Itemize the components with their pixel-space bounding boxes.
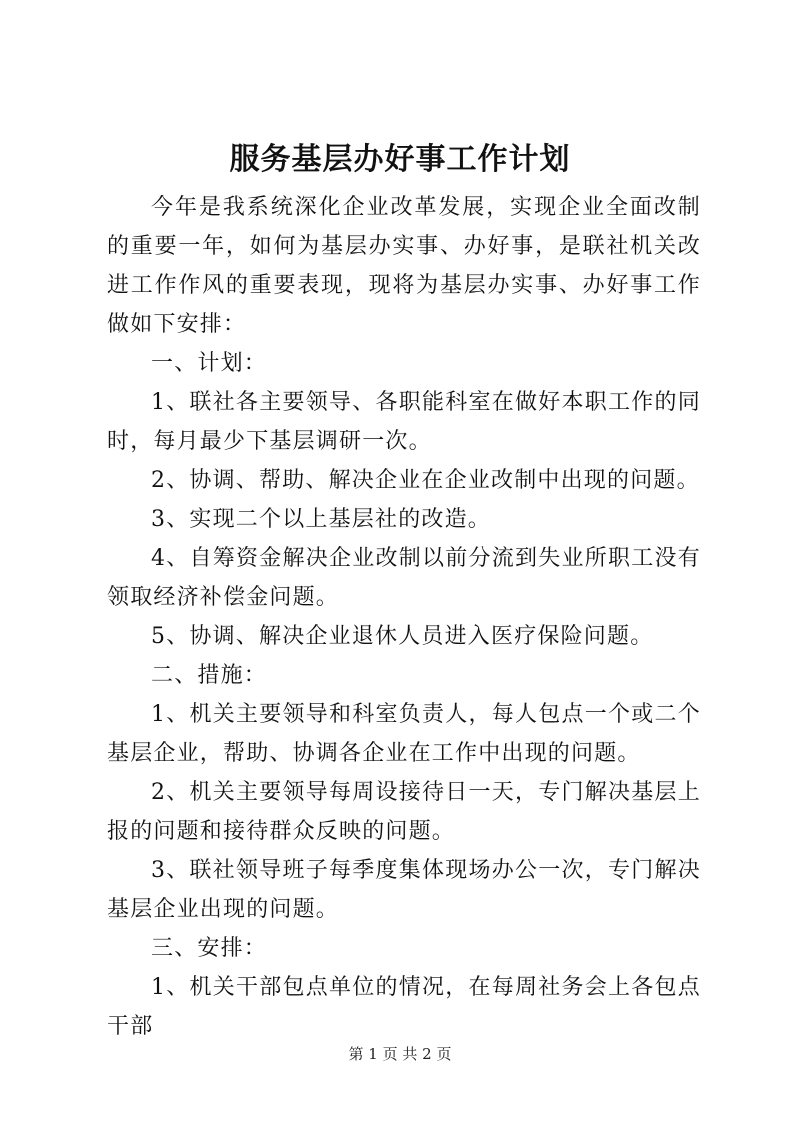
measure-item-2: 2、机关主要领导每周设接待日一天，专门解决基层上报的问题和接待群众反映的问题。 — [107, 780, 701, 844]
measure-item-1: 1、机关主要领导和科室负责人，每人包点一个或二个基层企业，帮助、协调各企业在工作中出现的问题。 — [107, 702, 701, 766]
section-heading-measures: 二、措施： — [151, 663, 268, 688]
section-heading-plan: 一、计划： — [151, 351, 268, 376]
plan-item-4: 4、自筹资金解决企业改制以前分流到失业所职工没有领取经济补偿金问题。 — [107, 546, 701, 610]
plan-item-2: 2、协调、帮助、解决企业在企业改制中出现的问题。 — [151, 468, 700, 493]
measure-item-3: 3、联社领导班子每季度集体现场办公一次，专门解决基层企业出现的问题。 — [107, 858, 701, 922]
plan-item-3: 3、实现二个以上基层社的改造。 — [151, 507, 491, 532]
page-footer: 第 1 页 共 2 页 — [348, 1045, 452, 1063]
arrangement-item-1: 1、机关干部包点单位的情况，在每周社务会上各包点干部 — [107, 975, 701, 1039]
plan-item-1: 1、联社各主要领导、各职能科室在做好本职工作的同时，每月最少下基层调研一次。 — [107, 390, 701, 454]
document-title: 服务基层办好事工作计划 — [229, 142, 571, 177]
plan-item-5: 5、协调、解决企业退休人员进入医疗保险问题。 — [151, 624, 654, 649]
document-body — [107, 188, 701, 1046]
intro-paragraph: 今年是我系统深化企业改革发展，实现企业全面改制的重要一年，如何为基层办实事、办好事，是联社机关改进工作作风的重要表现，现将为基层办实事、办好事工作做如下安排： — [107, 195, 701, 337]
section-heading-arrangement: 三、安排： — [151, 936, 268, 961]
